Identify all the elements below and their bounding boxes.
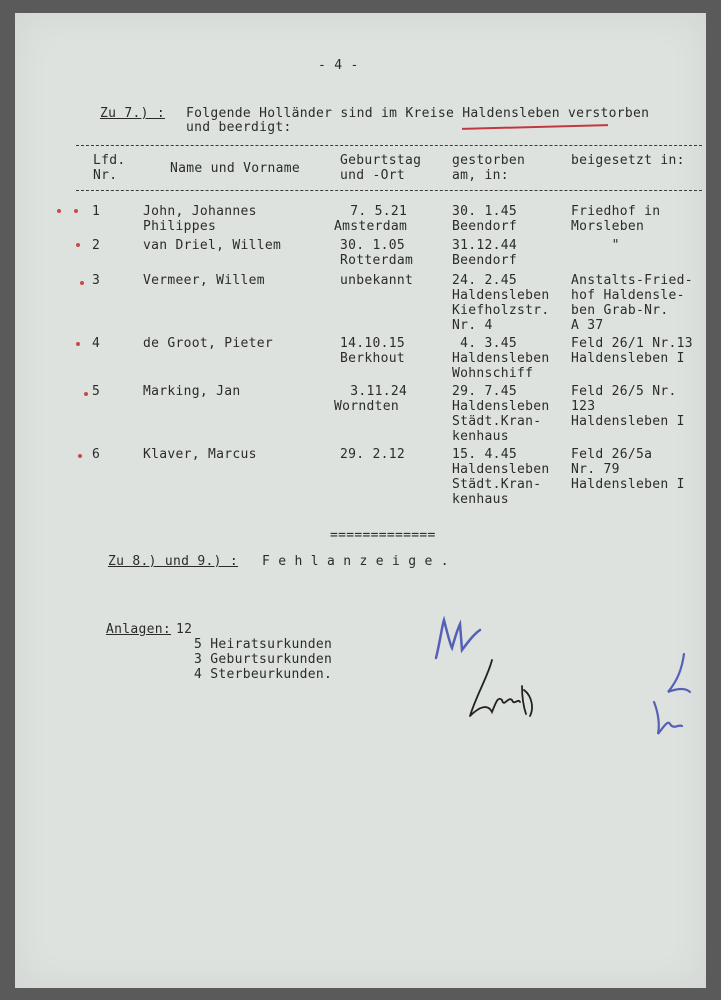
blue-pencil-initials [430,612,490,662]
attachment-item: 3 Geburtsurkunden [194,652,333,667]
row-birth: 14.10.15 Berkhout [340,336,406,366]
header-name: Name und Vorname [170,161,301,176]
row-birth: 29. 2.12 [340,447,406,462]
row-birth: 3.11.24 Worndten [334,384,408,414]
attachment-item: 4 Sterbeurkunden. [194,667,333,682]
row-birth: 7. 5.21 Amsterdam [334,204,408,234]
red-tick-mark [76,243,80,247]
row-nr: 1 [92,204,101,219]
row-burial: " [571,238,620,253]
red-tick-mark [84,392,88,396]
section-7-label: Zu 7.) : [100,106,166,121]
row-burial: Feld 26/1 Nr.13 Haldensleben I [571,336,693,366]
row-burial: Anstalts-Fried- hof Haldensle- ben Grab-Nr. A 37 [571,273,693,333]
red-tick-mark [76,342,80,346]
row-death: 30. 1.45 Beendorf [452,204,518,234]
attachments-count: 12 [176,622,193,637]
section-7-line-2: und beerdigt: [186,120,292,135]
red-tick-mark [80,281,84,285]
header-burial: beigesetzt in: [571,153,685,168]
row-nr: 6 [92,447,101,462]
handwritten-signature [462,656,542,726]
header-nr: Lfd. Nr. [93,153,126,183]
row-death: 29. 7.45 Haldensleben Städt.Kran- kenhaus [452,384,550,444]
row-birth: unbekannt [340,273,414,288]
row-death: 31.12.44 Beendorf [452,238,518,268]
attachments-label: Anlagen: [106,622,172,637]
row-nr: 4 [92,336,101,351]
header-death: gestorben am, in: [452,153,526,183]
row-birth: 30. 1.05 Rotterdam [340,238,414,268]
row-nr: 2 [92,238,101,253]
table-header-rule [76,190,702,191]
red-tick-mark [78,454,82,458]
row-death: 24. 2.45 Haldensleben Kiefholzstr. Nr. 4 [452,273,550,333]
row-name: van Driel, Willem [143,238,282,253]
red-tick-mark [57,209,61,213]
attachment-item: 5 Heiratsurkunden [194,637,333,652]
page-number: - 4 - [318,58,359,73]
row-name: Marking, Jan [143,384,241,399]
section-separator: ============= [330,528,436,543]
row-name: de Groot, Pieter [143,336,274,351]
header-birth: Geburtstag und -Ort [340,153,422,183]
row-nr: 5 [92,384,101,399]
row-death: 15. 4.45 Haldensleben Städt.Kran- kenhaus [452,447,550,507]
blue-pencil-mark [648,650,698,740]
section-8-9-label: Zu 8.) und 9.) : [108,554,239,569]
row-name: Vermeer, Willem [143,273,265,288]
row-burial: Feld 26/5a Nr. 79 Haldensleben I [571,447,685,492]
section-8-9-text: F e h l a n z e i g e . [262,554,449,569]
red-tick-mark [74,209,78,213]
row-death: 4. 3.45 Haldensleben Wohnschiff [452,336,550,381]
row-name: John, Johannes Philippes [143,204,257,234]
row-burial: Feld 26/5 Nr. 123 Haldensleben I [571,384,685,429]
table-top-rule [76,145,702,146]
row-name: Klaver, Marcus [143,447,257,462]
row-nr: 3 [92,273,101,288]
section-7-line-1: Folgende Holländer sind im Kreise Haldensleben verstorben [186,106,650,121]
row-burial: Friedhof in Morsleben [571,204,661,234]
